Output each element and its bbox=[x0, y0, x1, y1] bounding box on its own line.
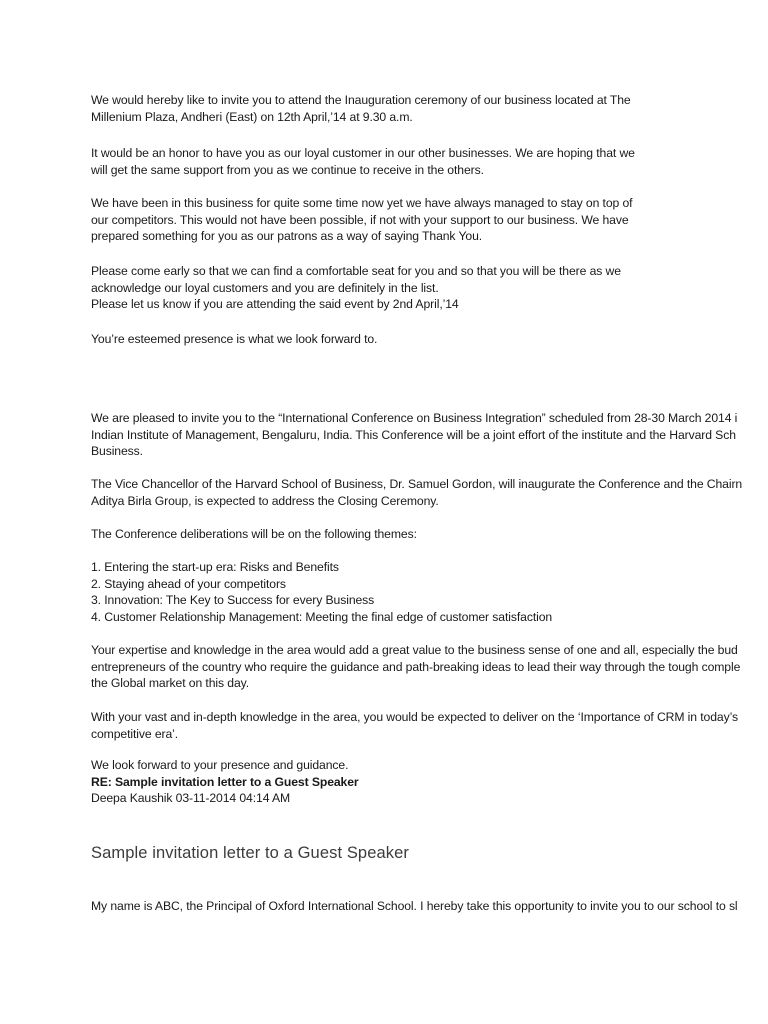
letter2-paragraph-2 bbox=[91, 476, 742, 509]
themes-list bbox=[91, 559, 552, 625]
section-heading: Sample invitation letter to a Guest Speaker bbox=[91, 844, 409, 862]
text-line: our competitors. This would not have been possible, if not with your support to our business. We have bbox=[91, 212, 629, 227]
letter1-paragraph-3 bbox=[91, 195, 632, 245]
text-line: will get the same support from you as we continue to receive in the others. bbox=[91, 162, 484, 177]
list-item: 3. Innovation: The Key to Success for every Business bbox=[91, 593, 375, 608]
letter1-paragraph-1 bbox=[91, 92, 631, 125]
text-line: the Global market on this day. bbox=[91, 676, 250, 691]
letter2-paragraph-4 bbox=[91, 642, 740, 692]
letter2-paragraph-1 bbox=[91, 410, 737, 460]
list-item: 4. Customer Relationship Management: Meeting the final edge of customer satisfaction bbox=[91, 609, 553, 624]
text-line: Aditya Birla Group, is expected to address the Closing Ceremony. bbox=[91, 493, 439, 508]
letter1-closing bbox=[91, 331, 377, 348]
text-line: competitive era’. bbox=[91, 726, 179, 741]
list-item: 2. Staying ahead of your competitors bbox=[91, 576, 286, 591]
text-line: The Conference deliberations will be on the following themes: bbox=[91, 527, 417, 541]
letter1-paragraph-4 bbox=[91, 263, 621, 313]
text-line: We would hereby like to invite you to attend the Inauguration ceremony of our business located at The bbox=[91, 93, 631, 107]
letter2-closing: We look forward to your presence and guidance. bbox=[91, 758, 349, 772]
text-line: acknowledge our loyal customers and you are definitely in the list. bbox=[91, 280, 439, 295]
section-paragraph-1 bbox=[91, 898, 738, 915]
letter2-paragraph-3 bbox=[91, 526, 417, 543]
text-line: Your expertise and knowledge in the area would add a great value to the business sense of one and all, especially the bud bbox=[91, 643, 738, 657]
text-line: We are pleased to invite you to the “International Conference on Business Integration” scheduled from 28-30 March 2014 i bbox=[91, 411, 738, 425]
letter2-paragraph-5 bbox=[91, 709, 738, 742]
text-line: Millenium Plaza, Andheri (East) on 12th April,’14 at 9.30 a.m. bbox=[91, 109, 413, 124]
list-item: 1. Entering the start-up era: Risks and Benefits bbox=[91, 560, 339, 574]
text-line: It would be an honor to have you as our loyal customer in our other businesses. We are hoping that we bbox=[91, 146, 635, 160]
letter1-paragraph-2 bbox=[91, 145, 635, 178]
text-line: With your vast and in-depth knowledge in the area, you would be expected to deliver on the ‘Importance of CRM in today’s bbox=[91, 710, 738, 724]
text-line: prepared something for you as our patrons as a way of saying Thank You. bbox=[91, 229, 483, 244]
reply-author-date: Deepa Kaushik 03-11-2014 04:14 AM bbox=[91, 791, 291, 806]
reply-subject: RE: Sample invitation letter to a Guest Speaker bbox=[91, 774, 359, 789]
text-line: We have been in this business for quite some time now yet we have always managed to stay on top of bbox=[91, 196, 633, 210]
text-line: You’re esteemed presence is what we look forward to. bbox=[91, 332, 378, 346]
text-line: The Vice Chancellor of the Harvard School of Business, Dr. Samuel Gordon, will inaugurate the Conference and the Chairn bbox=[91, 477, 743, 491]
text-line: Please let us know if you are attending the said event by 2nd April,’14 bbox=[91, 297, 459, 312]
text-line: Business. bbox=[91, 444, 143, 459]
text-line: My name is ABC, the Principal of Oxford International School. I hereby take this opportunity to invite you to our school to sl bbox=[91, 899, 738, 913]
text-line: Indian Institute of Management, Bengaluru, India. This Conference will be a joint effort of the institute and the Harvard Sch bbox=[91, 427, 736, 442]
text-line: Please come early so that we can find a comfortable seat for you and so that you will be there as we bbox=[91, 264, 621, 278]
text-line: entrepreneurs of the country who require the guidance and path-breaking ideas to lead their way through the tough comple bbox=[91, 659, 741, 674]
reply-block bbox=[91, 757, 359, 807]
